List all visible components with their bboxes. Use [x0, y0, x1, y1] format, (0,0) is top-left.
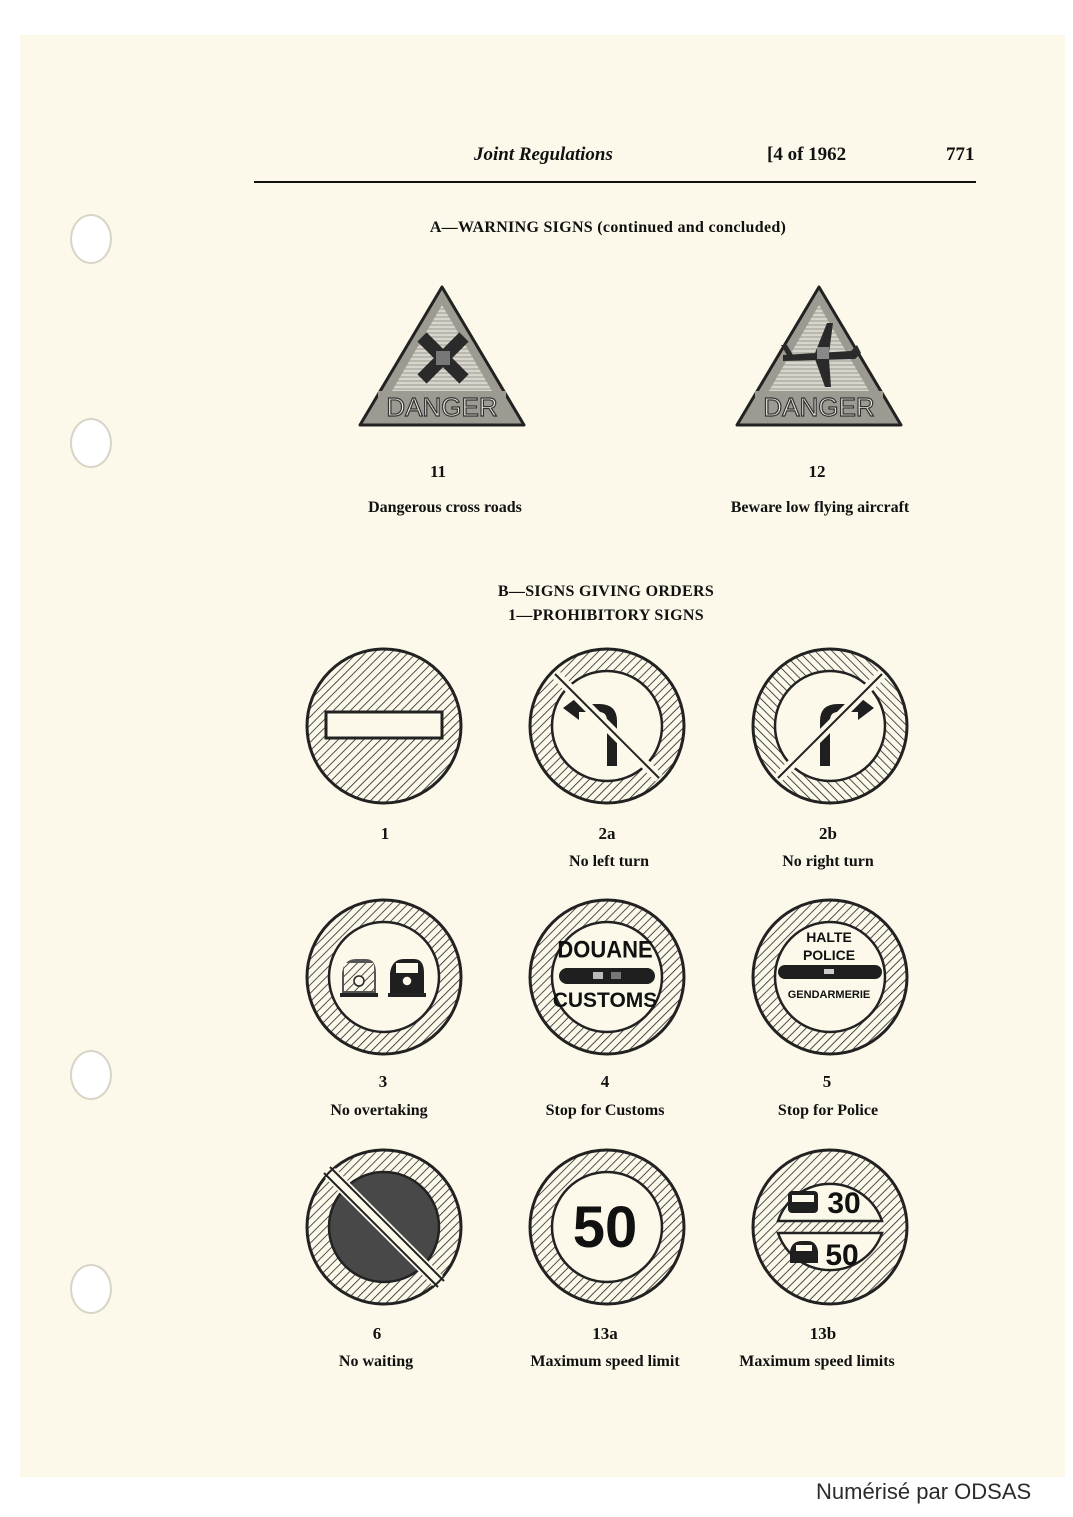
sign-caption: Maximum speed limit: [530, 1353, 680, 1370]
lorry-icon: [788, 1191, 818, 1213]
sign-number: 12: [808, 462, 826, 481]
sign-number: 2a: [598, 824, 616, 843]
prohibitory-sign-no-waiting: [304, 1147, 464, 1307]
sign-caption: Stop for Police: [777, 1102, 879, 1119]
car-icon: [388, 959, 426, 997]
speed-limit-value-bottom: 50: [825, 1239, 859, 1272]
prohibitory-sign-stop-for-police: [750, 897, 910, 1057]
danger-plate-text: DANGER: [763, 392, 875, 422]
sign-caption: No waiting: [338, 1353, 414, 1370]
prohibitory-sign-no-left-turn: [527, 646, 687, 806]
danger-plate-text: DANGER: [386, 392, 498, 422]
sign-number: 11: [429, 462, 447, 481]
section-a-heading: A—WARNING SIGNS (continued and concluded): [429, 219, 787, 236]
punch-hole: [70, 1050, 112, 1100]
sign-number: 6: [372, 1324, 382, 1343]
warning-sign-low-flying-aircraft: [733, 283, 905, 431]
section-b-heading: B—SIGNS GIVING ORDERS: [497, 583, 715, 600]
sign-caption: Stop for Customs: [545, 1102, 665, 1119]
sign-caption: No overtaking: [330, 1102, 428, 1119]
sign-number: 13a: [592, 1324, 618, 1343]
running-header-title: Joint Regulations: [474, 144, 613, 165]
sign-text-douane: DOUANE: [557, 935, 653, 963]
header-rule: [254, 181, 976, 183]
punch-hole: [70, 418, 112, 468]
sign-caption: No left turn: [569, 853, 649, 870]
speed-limit-value-top: 30: [827, 1187, 861, 1220]
warning-sign-cross-roads: [356, 283, 528, 431]
sign-caption: Maximum speed limits: [739, 1353, 895, 1370]
sign-number: 5: [822, 1072, 832, 1091]
section-b-subheading: 1—PROHIBITORY SIGNS: [508, 607, 704, 624]
prohibitory-sign-speed-limits-by-vehicle: [750, 1147, 910, 1307]
digitized-by-footer: Numérisé par ODSAS: [816, 1479, 1032, 1504]
sign-number: 13b: [809, 1324, 837, 1343]
punch-hole: [70, 1264, 112, 1314]
sign-text-gendarmerie: GENDARMERIE: [787, 989, 871, 1001]
sign-number: 4: [600, 1072, 610, 1091]
sign-text-police: POLICE: [802, 947, 856, 963]
prohibitory-sign-no-right-turn: [750, 646, 910, 806]
car-icon: [340, 959, 378, 997]
sign-number: 2b: [819, 824, 837, 843]
prohibitory-sign-no-overtaking: [304, 897, 464, 1057]
prohibitory-sign-speed-limit: [527, 1147, 687, 1307]
prohibitory-sign-stop-for-customs: [527, 897, 687, 1057]
speed-limit-value: 50: [572, 1195, 638, 1260]
sign-text-halte: HALTE: [806, 929, 852, 945]
sign-caption: Dangerous cross roads: [368, 499, 522, 516]
running-header-act-number: [4 of 1962: [767, 144, 847, 165]
car-icon: [790, 1241, 818, 1263]
sign-text-customs: CUSTOMS: [552, 989, 658, 1012]
prohibitory-sign-no-entry: [304, 646, 464, 806]
page-number: 771: [946, 144, 975, 165]
punch-hole: [70, 214, 112, 264]
sign-caption: No right turn: [782, 853, 874, 870]
sign-caption: Beware low flying aircraft: [730, 499, 910, 516]
sign-number: 3: [378, 1072, 388, 1091]
sign-number: 1: [380, 824, 390, 843]
